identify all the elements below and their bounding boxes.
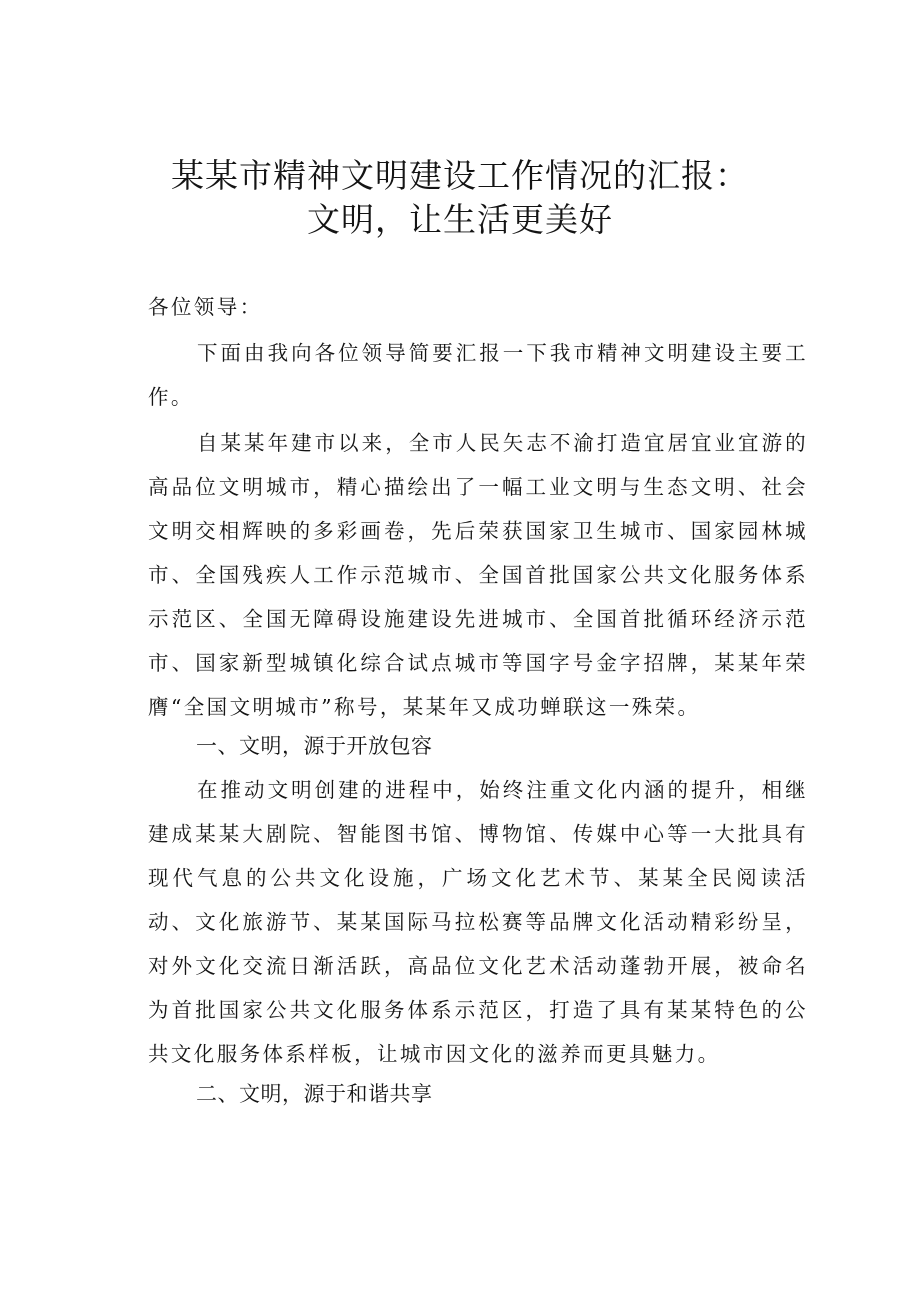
intro-paragraph: 下面由我向各位领导简要汇报一下我市精神文明建设主要工作。	[148, 341, 808, 409]
background-paragraph: 自某某年建市以来，全市人民矢志不渝打造宜居宜业宜游的高品位文明城市，精心描绘出了一幅工业文明与生态文明、社会文明交相辉映的多彩画卷，先后荣获国家卫生城市、国家园林城市、全国残疾人工作示范城市、全国首批国家公共文化服务体系示范区、全国无障碍设施建设先进城市、全国首批循环经济示范市、国家新型城镇化综合试点城市等国字号金字招牌，某某年荣膺“全国文明城市”称号，某某年又成功蝉联这一殊荣。	[148, 431, 808, 719]
section-1-paragraph: 在推动文明创建的进程中，始终注重文化内涵的提升，相继建成某某大剧院、智能图书馆、博物馆、传媒中心等一大批具有现代气息的公共文化设施，广场文化艺术节、某某全民阅读活动、文化旅游节、某某国际马拉松赛等品牌文化活动精彩纷呈，对外文化交流日渐活跃，高品位文化艺术活动蓬勃开展，被命名为首批国家公共文化服务体系示范区，打造了具有某某特色的公共文化服务体系样板，让城市因文化的滋养而更具魅力。	[148, 778, 808, 1066]
salutation: 各位领导：	[148, 295, 263, 319]
document-title-line-2: 文明，让生活更美好	[307, 200, 613, 239]
section-heading-1: 一、文明，源于开放包容	[196, 734, 433, 758]
section-heading-2: 二、文明，源于和谐共享	[196, 1082, 433, 1106]
document-title-line-1: 某某市精神文明建设工作情况的汇报：	[171, 156, 749, 195]
